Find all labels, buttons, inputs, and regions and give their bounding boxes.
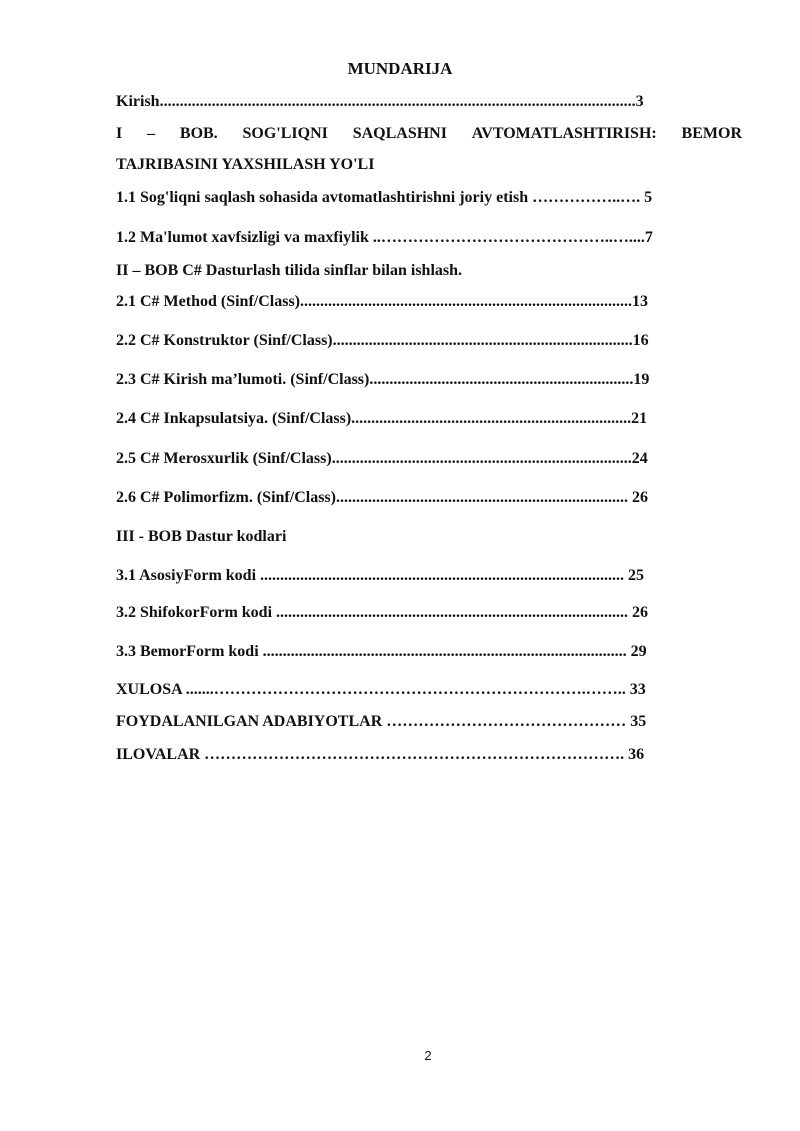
toc-entry-ilovalar: ILOVALAR ……………………………………………………………………. 36 <box>116 746 645 763</box>
toc-entry-2-2: 2.2 C# Konstruktor (Sinf/Class)...........................................................................16 <box>116 332 649 349</box>
word: – <box>147 125 156 142</box>
word: SOG'LIQNI <box>242 125 328 142</box>
toc-entry-adabiyotlar: FOYDALANILGAN ADABIYOTLAR ……………………………………… 35 <box>116 713 647 730</box>
toc-entry-2-3: 2.3 C# Kirish ma’lumoti. (Sinf/Class)..................................................................19 <box>116 371 650 388</box>
toc-chapter-1-line-1 <box>116 124 742 144</box>
word: BEMOR <box>681 125 742 142</box>
toc-entry-1-1: 1.1 Sog'liqni saqlash sohasida avtomatlashtirishni joriy etish ……………..…. 5 <box>116 189 653 206</box>
word: AVTOMATLASHTIRISH: <box>471 125 657 142</box>
toc-entry-3-3: 3.3 BemorForm kodi ........................................................................................... 29 <box>116 643 647 660</box>
toc-chapter-1-line-2: TAJRIBASINI YAXSHILASH YO'LI <box>116 156 375 173</box>
toc-chapter-1 <box>116 124 742 175</box>
page-number: 2 <box>424 1048 432 1063</box>
toc-chapter-3: III - BOB Dastur kodlari <box>116 528 287 545</box>
toc-chapter-2: II – BOB C# Dasturlash tilida sinflar bilan ishlash. <box>116 262 463 279</box>
toc-entry-2-1: 2.1 C# Method (Sinf/Class)...................................................................................13 <box>116 293 649 310</box>
toc-entry-1-2: 1.2 Ma'lumot xavfsizligi va maxfiylik ..……………………………………..…....7 <box>116 229 653 246</box>
toc-entry-2-4: 2.4 C# Inkapsulatsiya. (Sinf/Class)......................................................................21 <box>116 410 648 427</box>
toc-entry-2-5: 2.5 C# Merosxurlik (Sinf/Class)...........................................................................24 <box>116 450 648 467</box>
word: BOB. <box>179 125 218 142</box>
toc-title: MUNDARIJA <box>347 59 453 78</box>
word: SAQLASHNI <box>352 125 447 142</box>
toc-entry-kirish: Kirish.......................................................................................................................3 <box>116 93 644 110</box>
toc-entry-xulosa: XULOSA .......…………………………………………………………….…….. 33 <box>116 681 646 698</box>
word: I <box>116 125 123 142</box>
toc-entry-3-1: 3.1 AsosiyForm kodi ........................................................................................... 25 <box>116 567 645 584</box>
toc-entry-2-6: 2.6 C# Polimorfizm. (Sinf/Class)......................................................................... 26 <box>116 489 648 506</box>
toc-entry-3-2: 3.2 ShifokorForm kodi ........................................................................................ 26 <box>116 604 649 621</box>
